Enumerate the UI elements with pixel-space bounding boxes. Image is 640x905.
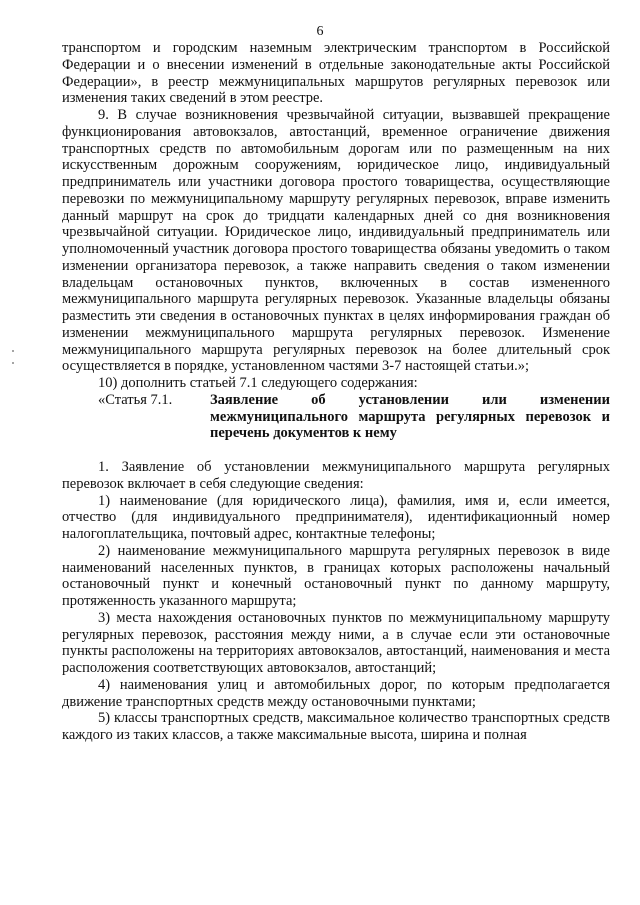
paragraph-item-10: 10) дополнить статьей 7.1 следующего содержания: [98, 375, 418, 391]
list-item-1: 1) наименование (для юридического лица), фамилия, имя и, если имеется, отчество (для индивидуального предпринимателя), идентификационный номер налогоплательщика, почтовый адрес, контактные телефоны; [62, 492, 610, 542]
list-item-3: 3) места нахождения остановочных пунктов по межмуниципальному маршруту регулярных перевозок, расстояния между ними, а в случае если эти остановочные пункты расположены на территориях автовокзалов, автостанций, наименования и места расположения соответствующих автовокзалов, автостанций; [62, 609, 610, 676]
article-title: Заявление об установлении или изменении межмуниципального маршрута регулярных перевозок и перечень документов к нему [210, 391, 610, 442]
list-item-5: 5) классы транспортных средств, максимальное количество транспортных средств каждого из таких классов, а также максимальные высота, ширина и полная [62, 710, 610, 743]
document-body [62, 40, 610, 744]
article-label: «Статья 7.1. [98, 391, 173, 408]
list-item-2: 2) наименование межмуниципального маршрута регулярных перевозок в виде наименований населенных пунктов, в границах которых расположены начальный остановочный пункт и конечный остановочный пункт по данному маршруту, протяженность указанного маршрута; [62, 542, 610, 609]
paragraph-item-9: 9. В случае возникновения чрезвычайной ситуации, вызвавшей прекращение функционирования автовокзалов, автостанций, временное ограничение движения транспортных средств по автомобильным дорогам или по размещенным на них искусственным дорожным сооружениям, юридическое лицо, индивидуальный предприниматель или участники договора простого товарищества, осуществляющие перевозки по межмуниципальному маршруту регулярных перевозок, вправе изменить данный маршрут на срок до тридцати календарных дней со дня возникновения чрезвычайной ситуации. Юридическое лицо, индивидуальный предприниматель или уполномоченный участник договора простого товарищества обязаны уведомить о таком изменении организатора перевозок, а также направить сведения о таком изменении владельцам остановочных пунктов, включенных в состав измененного межмуниципального маршрута регулярных перевозок. Указанные владельцы обязаны разместить эти сведения в остановочных пунктах в целях информирования граждан об изменении межмуниципального маршрута регулярных перевозок. Изменение межмуниципального маршрута регулярных перевозок на более длительный срок осуществляется в порядке, установленном частями 3-7 настоящей статьи.»; [62, 107, 610, 375]
paragraph-continuation: транспортом и городским наземным электрическим транспортом в Российской Федерации и о внесении изменений в отдельные законодательные акты Российской Федерации», в реестр межмуниципальных маршрутов регулярных перевозок или изменения таких сведений в этом реестре. [62, 40, 610, 107]
list-item-4: 4) наименования улиц и автомобильных дорог, по которым предполагается движение транспортных средств между остановочными пунктами; [62, 676, 610, 710]
spacer [62, 442, 610, 459]
page-number: 6 [316, 24, 324, 39]
paragraph-point-1: 1. Заявление об установлении межмуниципального маршрута регулярных перевозок включает в себя следующие сведения: [62, 459, 610, 492]
margin-marks [11, 350, 15, 364]
article-heading [62, 392, 610, 442]
